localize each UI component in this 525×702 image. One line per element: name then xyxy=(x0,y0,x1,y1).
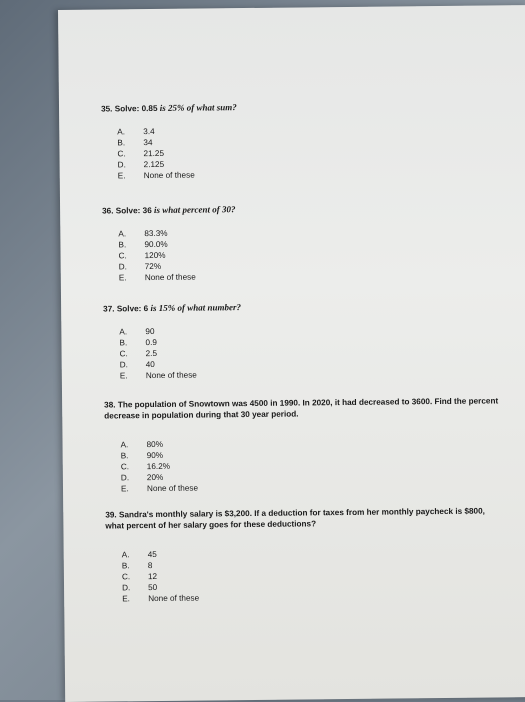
option-value: 20% xyxy=(146,472,164,483)
option-value: 12 xyxy=(147,571,158,582)
option-value: None of these xyxy=(143,170,195,181)
question-math: is 25% of what sum? xyxy=(159,102,237,113)
option-letter: B. xyxy=(117,138,126,148)
option-letter: A. xyxy=(118,229,127,239)
question-37 xyxy=(103,299,504,381)
option-value: None of these xyxy=(145,370,197,381)
option-value: 80% xyxy=(146,439,163,450)
question-39 xyxy=(105,505,506,604)
option-letter: C. xyxy=(117,149,126,159)
question-text xyxy=(105,505,505,531)
question-number: 36. xyxy=(102,206,114,216)
answer-options xyxy=(117,122,502,181)
option-value: 120% xyxy=(144,250,166,261)
option-value: 45 xyxy=(147,549,157,560)
option-value: 8 xyxy=(147,561,153,571)
question-38 xyxy=(104,395,505,494)
option-value: 90.0% xyxy=(144,239,168,250)
question-text xyxy=(101,99,501,114)
option-letter: E. xyxy=(117,171,126,181)
option-value: 83.3% xyxy=(144,228,168,239)
question-number: 38. xyxy=(104,400,116,410)
answer-options xyxy=(118,224,503,283)
option-letter: A. xyxy=(119,327,128,337)
option-value: 21.25 xyxy=(143,148,165,159)
option-value: 2.125 xyxy=(143,159,165,170)
question-36 xyxy=(102,201,503,283)
option-value: 90 xyxy=(145,327,155,337)
option-letter: B. xyxy=(120,451,129,461)
option-letter: B. xyxy=(118,240,127,250)
option-value: 90% xyxy=(146,450,164,461)
question-prefix: Solve: 36 xyxy=(115,206,155,216)
question-math: is what percent of 30? xyxy=(153,204,236,216)
option-value: 0.9 xyxy=(145,337,157,348)
option-value: None of these xyxy=(146,483,199,494)
option-value: 16.2% xyxy=(146,461,171,472)
option-letter: D. xyxy=(119,360,128,370)
option-value: 3.4 xyxy=(143,126,155,137)
question-prefix: Solve: 0.85 xyxy=(114,103,160,114)
option-value: 2.5 xyxy=(145,348,158,359)
option-letter: D. xyxy=(122,583,131,593)
answer-options xyxy=(120,435,505,494)
option-letter: B. xyxy=(119,338,128,348)
question-text xyxy=(104,395,504,421)
option-letter: E. xyxy=(120,484,129,494)
worksheet-page xyxy=(58,5,525,702)
question-number: 37. xyxy=(103,304,115,314)
option-letter: E. xyxy=(119,371,128,381)
option-letter: D. xyxy=(118,262,127,272)
option-letter: C. xyxy=(121,572,131,582)
option-letter: A. xyxy=(117,127,126,137)
option-letter: A. xyxy=(121,550,130,560)
question-35 xyxy=(101,99,502,181)
option-letter: D. xyxy=(117,160,126,170)
option-value: None of these xyxy=(148,593,200,604)
question-prefix: Solve: 6 xyxy=(116,304,151,314)
option-value: None of these xyxy=(144,272,196,283)
question-number: 39. xyxy=(105,510,117,520)
question-math: is 15% of what number? xyxy=(150,302,242,314)
option-letter: C. xyxy=(120,462,130,472)
question-prefix: Sandra's monthly salary is $3,200. If a deduction for taxes from her monthly paycheck is $800, what percent of her salary goes for these deductions? xyxy=(105,506,485,531)
option-letter: C. xyxy=(118,251,127,261)
question-number: 35. xyxy=(100,104,113,114)
option-value: 40 xyxy=(145,360,155,370)
question-prefix: The population of Snowtown was 4500 in 1990. In 2020, it had decreased to 3600. Find the percent decrease in population during that 30 year period. xyxy=(104,396,499,421)
option-letter: E. xyxy=(122,594,130,604)
answer-options xyxy=(122,545,507,604)
option-letter: C. xyxy=(119,349,128,359)
question-text xyxy=(103,299,503,314)
option-value: 72% xyxy=(144,261,162,272)
answer-options xyxy=(119,322,504,381)
option-letter: E. xyxy=(118,273,127,283)
question-text xyxy=(102,201,502,216)
option-value: 50 xyxy=(148,582,158,593)
option-letter: A. xyxy=(120,440,129,450)
option-letter: B. xyxy=(121,561,130,571)
option-value: 34 xyxy=(143,138,153,148)
option-letter: D. xyxy=(120,473,130,483)
